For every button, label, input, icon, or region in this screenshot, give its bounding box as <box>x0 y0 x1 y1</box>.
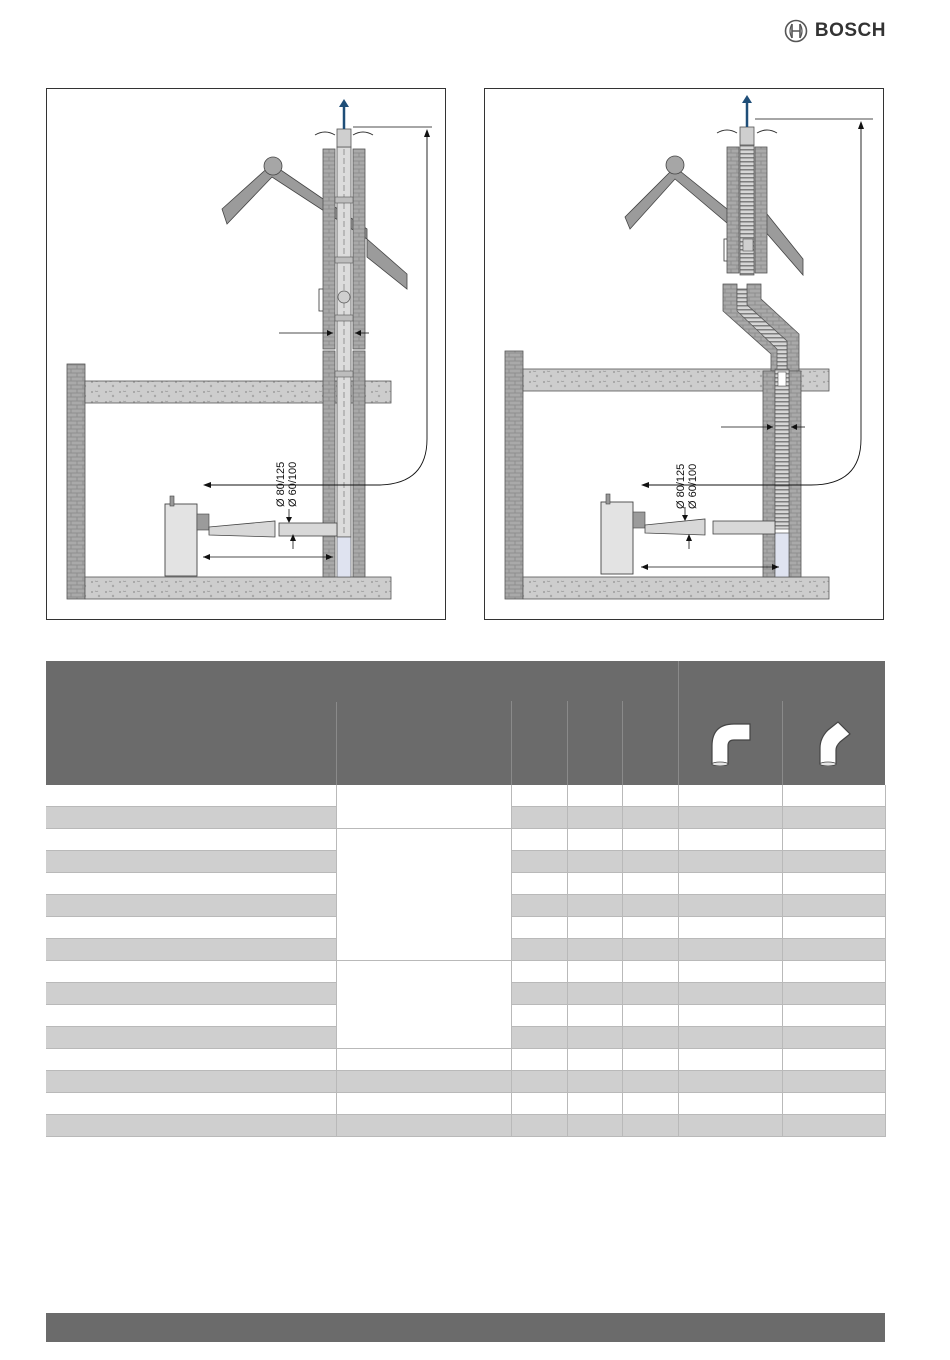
table-row <box>46 1071 885 1093</box>
elbow-90-icon <box>708 720 752 766</box>
table-header-col1 <box>46 701 336 785</box>
dim-label-60-100: Ø 60/100 <box>287 461 299 507</box>
table-header-elbow-45 <box>782 701 885 785</box>
brand-logo <box>784 18 886 44</box>
footer-bar <box>46 1313 885 1342</box>
table-header-fittings <box>678 661 885 701</box>
dim-label-60-100: Ø 60/100 <box>687 463 699 509</box>
dim-label-80-125: Ø 80/125 <box>675 463 687 509</box>
table-header-col4 <box>567 701 622 785</box>
table-row <box>46 1093 885 1115</box>
elbow-45-icon <box>812 720 856 766</box>
flue-length-table <box>46 661 885 1137</box>
table-row <box>46 1115 885 1137</box>
table-header-main <box>46 661 678 701</box>
brand-name: BOSCH <box>814 20 886 41</box>
table-header-elbow-90 <box>678 701 782 785</box>
table-header-col3 <box>511 701 567 785</box>
figure-offset-flue <box>484 88 884 620</box>
figure-vertical-flue <box>46 88 446 620</box>
table-header-col2 <box>336 701 511 785</box>
table-row <box>46 961 885 983</box>
table-header-col5 <box>622 701 678 785</box>
table-row <box>46 785 885 807</box>
bosch-armature-icon <box>784 19 808 43</box>
dim-label-80-125: Ø 80/125 <box>275 461 287 507</box>
table-row <box>46 1049 885 1071</box>
table-row <box>46 829 885 851</box>
